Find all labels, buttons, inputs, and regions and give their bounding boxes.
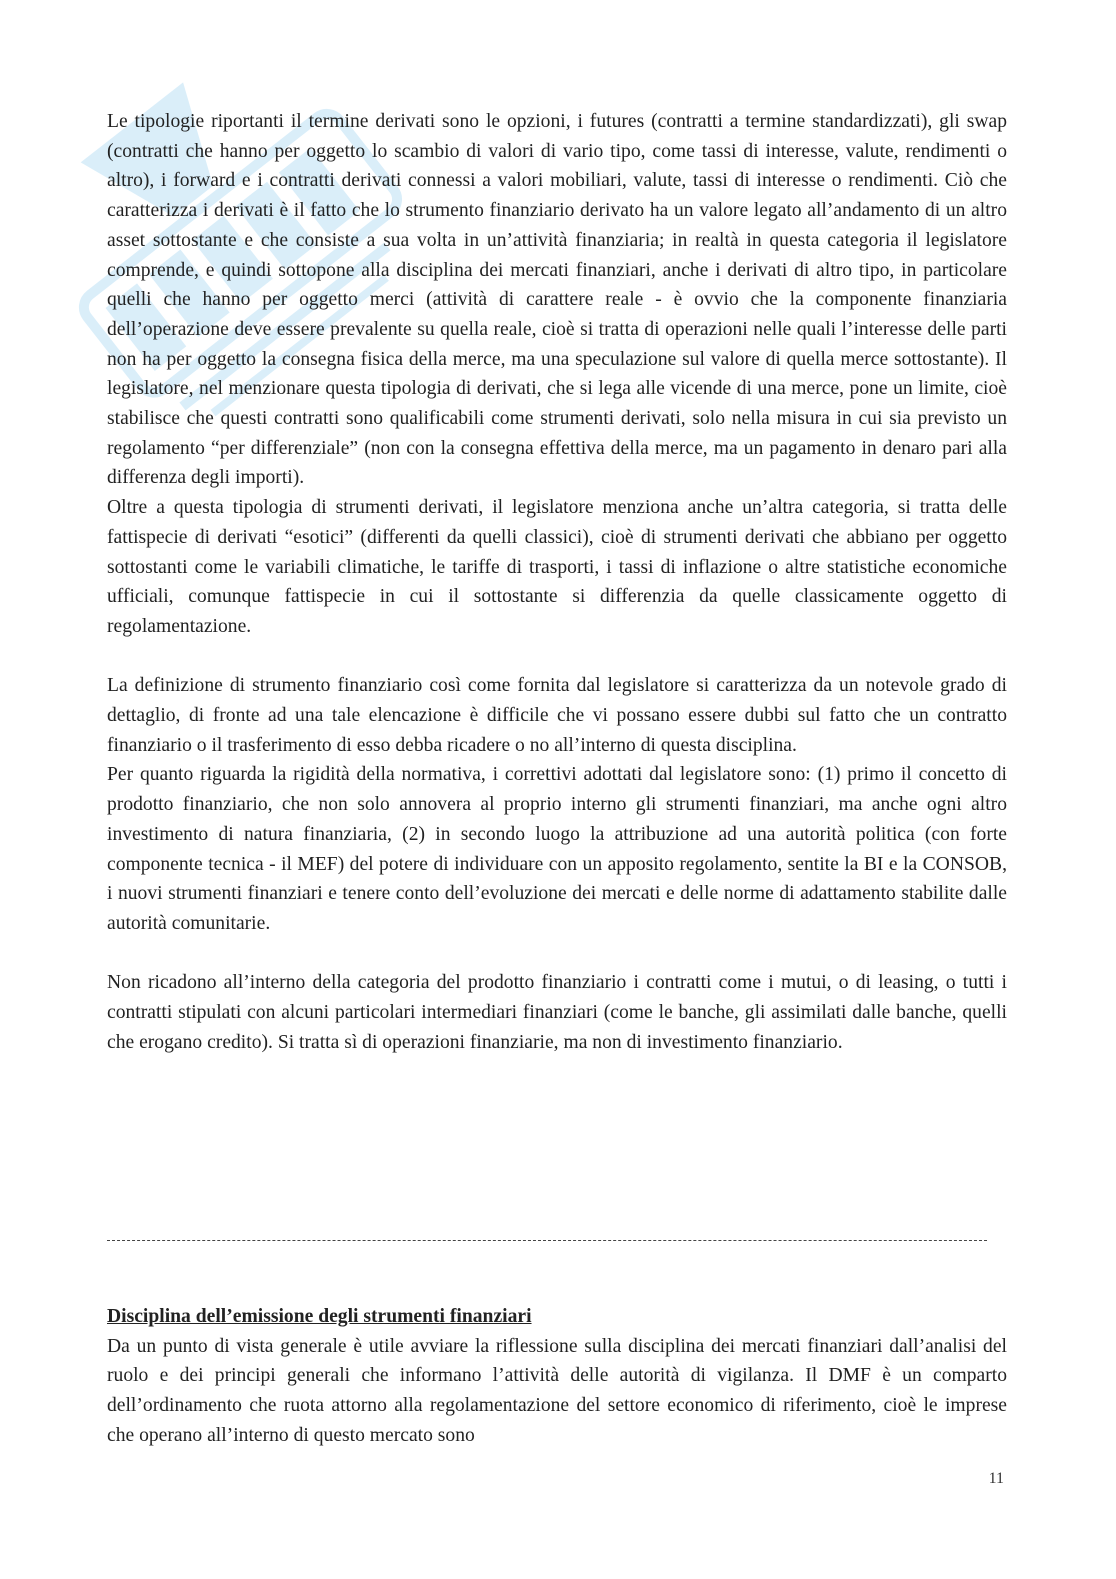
section-disciplina-emissione: [107, 1302, 1007, 1451]
paragraph-correttivi: Per quanto riguarda la rigidità della normativa, i correttivi adottati dal legislatore sono: (1) primo il concetto di prodotto finanziario, che non solo annovera al proprio interno gli strumenti finanziari, ma anche ogni altro investimento di natura finanziaria, (2) in secondo luogo la attribuzione ad una autorità politica (con forte componente tecnica - il MEF) del potere di individuare con un apposito regolamento, sentite la BI e la CONSOB, i nuovi strumenti finanziari e tenere conto dell’evoluzione dei mercati e delle norme di adattamento stabilite dalle autorità comunitarie.: [107, 764, 1007, 934]
section-heading: Disciplina dell’emissione degli strumenti finanziari: [107, 1306, 532, 1327]
document-body: [107, 107, 1007, 1057]
section-paragraph: Da un punto di vista generale è utile avviare la riflessione sulla disciplina dei mercati finanziari dall’analisi del ruolo e dei principi generali che informano l’attività delle autorità di vigilanza. Il DMF è un comparto dell’ordinamento che ruota attorno alla regolamentazione del settore economico di riferimento, cioè le imprese che operano all’interno di questo mercato sono: [107, 1335, 1007, 1446]
paragraph-derivati-tipologie: Le tipologie riportanti il termine derivati sono le opzioni, i futures (contratti a termine standardizzati), gli swap (contratti che hanno per oggetto lo scambio di valori di vario tipo, come tassi di interesse, valute, rendimenti o altro), i forward e i contratti derivati connessi a valori mobiliari, valute, tassi di interesse o rendimenti. Ciò che caratterizza i derivati è il fatto che lo strumento finanziario derivato ha un valore legato all’andamento di un altro asset sottostante e che consiste a sua volta in un’attività finanziaria; in realtà in questa categoria il legislatore comprende, e quindi sottopone alla disciplina dei mercati finanziari, anche i derivati di altro tipo, in particolare quelli che hanno per oggetto merci (attività di carattere reale - è ovvio che la componente finanziaria dell’operazione deve essere prevalente su quella reale, cioè si tratta di operazioni nelle quali l’interesse delle parti non ha per oggetto la consegna fisica della merce, ma una speculazione sul valore di quella merce sottostante). Il legislatore, nel menzionare questa tipologia di derivati, che si lega alle vicende di una merce, pone un limite, cioè stabilisce che questi contratti sono qualificabili come strumenti derivati, solo nella misura in cui sia previsto un regolamento “per differenziale” (non con la consegna effettiva della merce, ma un pagamento in denaro pari alla differenza degli importi).: [107, 111, 1007, 489]
paragraph-prodotto-finanziario: Non ricadono all’interno della categoria del prodotto finanziario i contratti come i mutui, o di leasing, o tutti i contratti stipulati con alcuni particolari intermediari finanziari (come le banche, gli assimilati dalle banche, quelli che erogano credito). Si tratta sì di operazioni finanziarie, ma non di investimento finanziario.: [107, 972, 1007, 1053]
page-number: 11: [988, 1470, 1004, 1487]
paragraph-definizione-strumento: La definizione di strumento finanziario così come fornita dal legislatore si caratterizza da un notevole grado di dettaglio, di fronte ad una tale elencazione è difficile che vi possano essere dubbi sul fatto che un contratto finanziario o il trasferimento di esso debba ricadere o no all’interno di questa disciplina.: [107, 675, 1007, 756]
section-divider: [107, 1240, 987, 1241]
paragraph-derivati-esotici: Oltre a questa tipologia di strumenti derivati, il legislatore menziona anche un’altra categoria, si tratta delle fattispecie di derivati “esotici” (differenti da quelli classici), cioè di strumenti derivati che abbiano per oggetto sottostanti come le variabili climatiche, le tariffe di trasporti, i tassi di inflazione o altre statistiche economiche ufficiali, comunque fattispecie in cui il sottostante si differenzia da quelle classicamente oggetto di regolamentazione.: [107, 497, 1007, 637]
